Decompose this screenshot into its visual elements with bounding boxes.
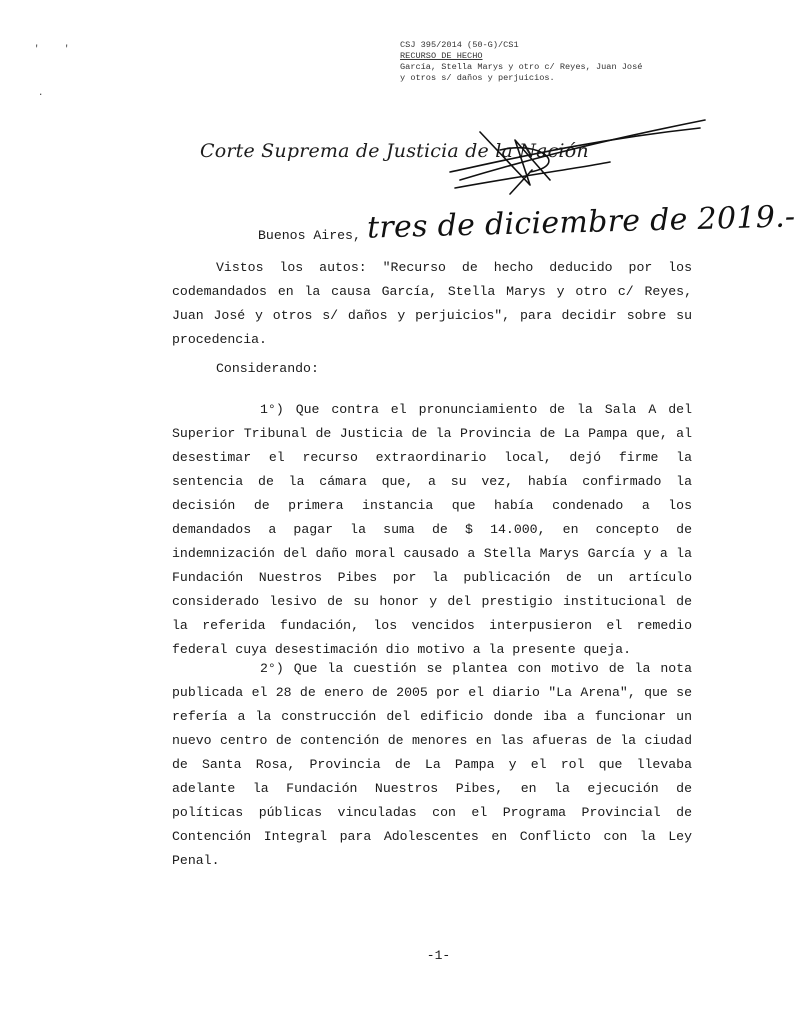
case-title-line1: García, Stella Marys y otro c/ Reyes, Juan José <box>400 62 643 72</box>
handwritten-date: tres de diciembre de 2019.- <box>366 199 796 246</box>
margin-mark: ' <box>64 44 70 54</box>
case-title-line2: y otros s/ daños y perjuicios. <box>400 73 555 83</box>
page-number: -1- <box>426 948 451 963</box>
vistos-paragraph: Vistos los autos: "Recurso de hecho deducido por los codemandados en la causa García, Stella Marys y otro c/ Reyes, Juan José y otros s/ daños y perjuicios", para decidir sobre su procedencia. <box>172 260 692 347</box>
paragraph-2: 2°) Que la cuestión se plantea con motivo de la nota publicada el 28 de enero de 2005 por el diario "La Arena", que se refería a la construcción del edificio donde iba a funcionar un nuevo centro de contención de menores en las afueras de la ciudad de Santa Rosa, Provincia de La Pampa y el rol que llevaba adelante la Fundación Nuestros Pibes, en la ejecución de políticas públicas vinculadas con el Programa Provincial de Contención Integral para Adolescentes en Conflicto con la Ley Penal. <box>172 661 692 868</box>
considerando-heading: Considerando: <box>216 361 319 376</box>
case-header <box>400 40 700 84</box>
dateline-place: Buenos Aires, <box>258 228 361 243</box>
case-type: RECURSO DE HECHO <box>400 51 483 61</box>
margin-mark: ' <box>34 44 40 54</box>
paragraph-1: 1°) Que contra el pronunciamiento de la Sala A del Superior Tribunal de Justicia de la Provincia de La Pampa que, al desestimar el recurso extraordinario local, dejó firme la sentencia de la cámara que, a su vez, había confirmado la decisión de primera instancia que había condenado a los demandados a pagar la suma de $ 14.000, en concepto de indemnización del daño moral causado a Stella Marys García y a la Fundación Nuestros Pibes por la publicación de un artículo considerado lesivo de su honor y del prestigio institucional de la referida fundación, los vencidos interpusieron el remedio federal cuya desestimación dio motivo a la presente queja. <box>172 402 692 657</box>
court-title: Corte Suprema de Justicia de la Nación <box>200 140 589 162</box>
signature-scribble <box>420 110 720 205</box>
case-number: CSJ 395/2014 (50-G)/CS1 <box>400 40 519 50</box>
margin-mark: . <box>38 88 44 98</box>
